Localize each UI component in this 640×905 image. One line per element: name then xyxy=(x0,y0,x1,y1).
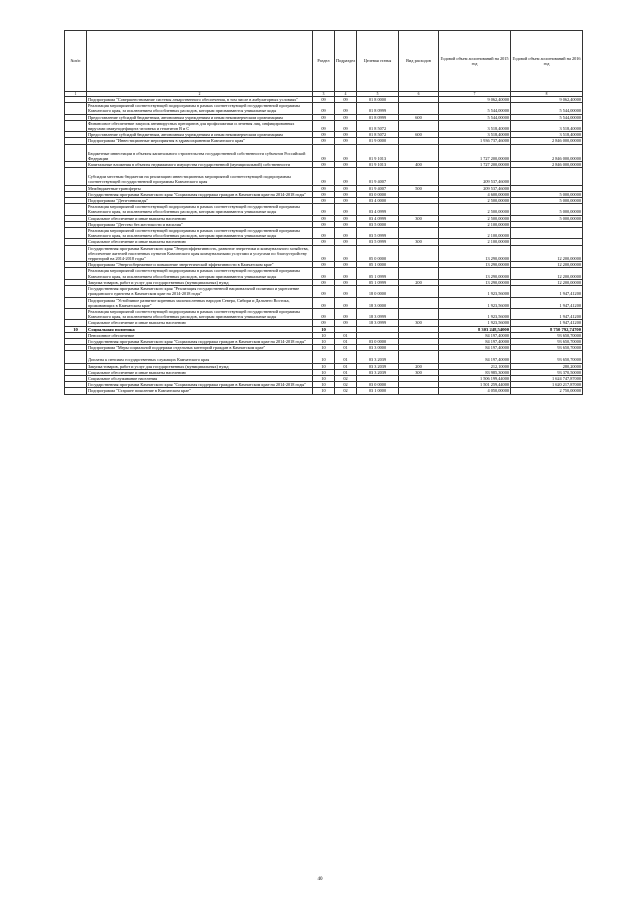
row-podrazdel-cell: 02 xyxy=(335,375,357,381)
table-row xyxy=(65,120,583,131)
row-2015-cell: 13 290,00000 xyxy=(439,245,511,262)
row-target-article-cell: 03 4 0000 xyxy=(357,198,399,204)
table-row xyxy=(65,351,583,363)
table-row xyxy=(65,375,583,381)
row-name-cell: Бюджетные инвестиции в объекты капитального строительства государственной собственности субъектов Российской Федерации xyxy=(87,144,313,161)
row-2016-cell: 93 650,70000 xyxy=(511,332,583,338)
row-name-cell: Межбюджетные трансферты xyxy=(87,185,313,191)
row-2015-cell: 2 500,00000 xyxy=(439,215,511,221)
row-name-cell: Государственная программа Камчатского края "Реализация государственной национальной политики и укрепление гражданского единства в Камчатском крае на 2014-2018 годы" xyxy=(87,286,313,297)
row-razdel-cell: 10 xyxy=(313,332,335,338)
row-2015-cell: 1 727 200,00000 xyxy=(439,144,511,161)
row-name-cell: Пенсионное обеспечение xyxy=(87,332,313,338)
row-razdel-cell: 10 xyxy=(313,363,335,369)
row-2016-cell: 5 000,00000 xyxy=(511,204,583,215)
row-name-cell: Государственная программа Камчатского края "Социальная поддержка граждан в Камчатском крае на 2014-2018 годы" xyxy=(87,338,313,344)
row-podrazdel-cell: 09 xyxy=(335,286,357,297)
row-razdel-cell: 09 xyxy=(313,97,335,103)
row-podrazdel-cell: 01 xyxy=(335,345,357,351)
row-2015-cell: 13 290,00000 xyxy=(439,279,511,285)
row-num-cell xyxy=(65,144,87,161)
header-2015: Годовой объем ассигнований на 2015 год xyxy=(439,31,511,92)
row-podrazdel-cell: 09 xyxy=(335,120,357,131)
row-2016-cell: 2 750,00000 xyxy=(511,388,583,394)
row-podrazdel-cell: 09 xyxy=(335,103,357,114)
row-razdel-cell: 10 xyxy=(313,338,335,344)
table-row xyxy=(65,245,583,262)
row-target-article-cell: 03 0 0000 xyxy=(357,382,399,388)
row-target-article-cell: 03 0 0000 xyxy=(357,338,399,344)
row-podrazdel-cell: 09 xyxy=(335,114,357,120)
table-row xyxy=(65,228,583,239)
row-razdel-cell: 10 xyxy=(313,388,335,394)
row-podrazdel-cell: 09 xyxy=(335,132,357,138)
row-2016-cell: 1 624 747,87000 xyxy=(511,375,583,381)
row-target-article-cell: 03 5 0999 xyxy=(357,239,399,245)
row-razdel-cell: 09 xyxy=(313,144,335,161)
row-target-article-cell: 03 3 2039 xyxy=(357,351,399,363)
row-2016-cell: 5 544,00000 xyxy=(511,103,583,114)
column-number: 5 xyxy=(357,92,399,97)
table-row xyxy=(65,320,583,326)
row-2016-cell: 1 620 217,87000 xyxy=(511,382,583,388)
page-number: 40 xyxy=(317,877,323,882)
table-row xyxy=(65,132,583,138)
row-expense-type-cell: 300 xyxy=(399,369,439,375)
row-expense-type-cell: 300 xyxy=(399,215,439,221)
row-2016-cell: 12 200,00000 xyxy=(511,268,583,279)
row-2015-cell: 1 923,56000 xyxy=(439,297,511,308)
row-num-cell xyxy=(65,286,87,297)
row-razdel-cell: 09 xyxy=(313,245,335,262)
row-razdel-cell: 09 xyxy=(313,262,335,268)
row-podrazdel-cell: 09 xyxy=(335,228,357,239)
row-razdel-cell: 09 xyxy=(313,297,335,308)
row-razdel-cell: 09 xyxy=(313,114,335,120)
row-2016-cell: 5 000,00000 xyxy=(511,191,583,197)
row-expense-type-cell: 300 xyxy=(399,239,439,245)
row-name-cell: Реализация мероприятий соответствующей подпрограммы в рамках соответствующей государственной программы Камчатского края, за исключением обособленных расходов, которым присваиваются уникальные коды xyxy=(87,103,313,114)
row-expense-type-cell: 400 xyxy=(399,162,439,168)
row-name-cell: Подпрограмма "Дети-инвалиды" xyxy=(87,198,313,204)
row-razdel-cell: 09 xyxy=(313,221,335,227)
row-target-article-cell: 03 1 0000 xyxy=(357,388,399,394)
table-body xyxy=(65,97,583,395)
row-num-cell xyxy=(65,308,87,319)
row-razdel-cell: 09 xyxy=(313,268,335,279)
table-row xyxy=(65,262,583,268)
row-podrazdel-cell: 09 xyxy=(335,308,357,319)
table-row xyxy=(65,204,583,215)
row-podrazdel-cell: 09 xyxy=(335,198,357,204)
row-podrazdel-cell: 09 xyxy=(335,245,357,262)
table-row xyxy=(65,138,583,144)
row-razdel-cell: 10 xyxy=(313,375,335,381)
row-expense-type-cell: 200 xyxy=(399,279,439,285)
row-2015-cell: 1 727 200,00000 xyxy=(439,162,511,168)
row-2016-cell: 1 947,41200 xyxy=(511,320,583,326)
table-row xyxy=(65,103,583,114)
table-row xyxy=(65,308,583,319)
row-num-cell xyxy=(65,204,87,215)
row-name-cell: Подпрограмма "Детство без жестокости и насилия" xyxy=(87,221,313,227)
row-podrazdel-cell: 02 xyxy=(335,388,357,394)
row-2015-cell: 209 537,46000 xyxy=(439,168,511,185)
row-razdel-cell: 09 xyxy=(313,138,335,144)
row-podrazdel-cell: 09 xyxy=(335,162,357,168)
row-name-cell: Капитальные вложения в объекты недвижимого имущества государственной (муниципальной) собственности xyxy=(87,162,313,168)
row-2016-cell: 1 947,41200 xyxy=(511,286,583,297)
row-2016-cell: 12 200,00000 xyxy=(511,245,583,262)
row-expense-type-cell xyxy=(399,286,439,297)
header-2016: Годовой объем ассигнований на 2016 год xyxy=(511,31,583,92)
row-podrazdel-cell: 09 xyxy=(335,320,357,326)
row-2016-cell: 280,20000 xyxy=(511,363,583,369)
row-2015-cell: 1 923,56000 xyxy=(439,308,511,319)
table-row xyxy=(65,369,583,375)
header-expense-type: Вид расходов xyxy=(399,31,439,92)
row-num-cell xyxy=(65,228,87,239)
row-2016-cell: 2 846 000,00000 xyxy=(511,138,583,144)
row-target-article-cell: 03 4 0999 xyxy=(357,215,399,221)
table-row xyxy=(65,221,583,227)
table-row xyxy=(65,382,583,388)
row-2015-cell: 13 290,00000 xyxy=(439,262,511,268)
row-expense-type-cell: 200 xyxy=(399,363,439,369)
row-2015-cell: 2 100,00000 xyxy=(439,239,511,245)
row-podrazdel-cell: 01 xyxy=(335,332,357,338)
table-row xyxy=(65,97,583,103)
row-2015-cell: 3 518,40000 xyxy=(439,120,511,131)
row-podrazdel-cell: 09 xyxy=(335,168,357,185)
row-expense-type-cell xyxy=(399,144,439,161)
row-target-article-cell: 01 8 5072 xyxy=(357,120,399,131)
row-2015-cell: 4 050,00000 xyxy=(439,388,511,394)
row-2015-cell: 1 506 199,44000 xyxy=(439,375,511,381)
row-target-article-cell: 18 0 0000 xyxy=(357,286,399,297)
row-name-cell: Предоставление субсидий бюджетным, автономным учреждениям и иным некоммерческим организациям xyxy=(87,132,313,138)
row-target-article-cell: 18 3 0999 xyxy=(357,320,399,326)
row-2016-cell: 9 062,40000 xyxy=(511,97,583,103)
row-razdel-cell: 09 xyxy=(313,185,335,191)
row-expense-type-cell xyxy=(399,204,439,215)
row-target-article-cell: 01 9 4007 xyxy=(357,168,399,185)
table-row xyxy=(65,388,583,394)
row-expense-type-cell: 600 xyxy=(399,132,439,138)
header-podrazdel: Подраздел xyxy=(335,31,357,92)
row-expense-type-cell xyxy=(399,168,439,185)
row-target-article-cell: 03 3 2039 xyxy=(357,363,399,369)
row-razdel-cell: 10 xyxy=(313,345,335,351)
row-2016-cell: 5 000,00000 xyxy=(511,198,583,204)
table-row xyxy=(65,297,583,308)
row-2015-cell: 1 936 737,46000 xyxy=(439,138,511,144)
row-razdel-cell: 09 xyxy=(313,168,335,185)
table-row xyxy=(65,286,583,297)
row-2015-cell: 2 100,00000 xyxy=(439,228,511,239)
row-2015-cell: 8 303 248,54000 xyxy=(439,326,511,332)
column-number: 3 xyxy=(313,92,335,97)
row-name-cell: Социальное обеспечение и иные выплаты населению xyxy=(87,320,313,326)
row-name-cell: Реализация мероприятий соответствующей подпрограммы в рамках соответствующей государственной программы Камчатского края, за исключением обособленных расходов, которым присваиваются уникальные коды xyxy=(87,308,313,319)
row-target-article-cell: 01 8 0999 xyxy=(357,114,399,120)
row-name-cell: Социальное обеспечение и иные выплаты населению xyxy=(87,369,313,375)
row-target-article-cell: 05 1 0000 xyxy=(357,262,399,268)
row-name-cell: Финансовое обеспечение закупок антивирусных препаратов для профилактики и лечения лиц, инфицированных вирусами иммунодефицита человека и гепатитов В и С xyxy=(87,120,313,131)
row-name-cell: Социальное обслуживание населения xyxy=(87,375,313,381)
row-podrazdel-cell: 02 xyxy=(335,382,357,388)
row-razdel-cell: 09 xyxy=(313,239,335,245)
row-2015-cell: 84 197,40000 xyxy=(439,332,511,338)
row-podrazdel-cell: 09 xyxy=(335,185,357,191)
row-name-cell: Подпрограмма "Старшее поколение в Камчатском крае" xyxy=(87,388,313,394)
row-podrazdel-cell: 09 xyxy=(335,191,357,197)
row-2016-cell: 1 947,41200 xyxy=(511,297,583,308)
row-name-cell: Доплаты к пенсиям государственных служащих Камчатского края xyxy=(87,351,313,363)
row-razdel-cell: 10 xyxy=(313,351,335,363)
row-name-cell: Предоставление субсидий бюджетным, автономным учреждениям и иным некоммерческим организациям xyxy=(87,114,313,120)
row-2015-cell: 1 923,56000 xyxy=(439,320,511,326)
row-expense-type-cell: 600 xyxy=(399,114,439,120)
header-row xyxy=(65,31,583,92)
row-2015-cell: 1 501 259,44000 xyxy=(439,382,511,388)
row-expense-type-cell: 300 xyxy=(399,320,439,326)
row-razdel-cell: 09 xyxy=(313,191,335,197)
row-podrazdel-cell: 09 xyxy=(335,297,357,308)
row-razdel-cell: 09 xyxy=(313,198,335,204)
row-expense-type-cell xyxy=(399,308,439,319)
row-name-cell: Подпрограмма "Энергосбережение и повышение энергетической эффективности в Камчатском крае" xyxy=(87,262,313,268)
row-num-cell xyxy=(65,268,87,279)
column-number: 2 xyxy=(87,92,313,97)
row-target-article-cell: 01 9 0000 xyxy=(357,138,399,144)
row-expense-type-cell xyxy=(399,388,439,394)
row-num-cell xyxy=(65,351,87,363)
column-number: 6 xyxy=(399,92,439,97)
row-target-article-cell: 01 8 0999 xyxy=(357,103,399,114)
row-podrazdel-cell: 09 xyxy=(335,204,357,215)
row-name-cell: Подпрограмма "Меры социальной поддержки отдельных категорий граждан в Камчатском крае" xyxy=(87,345,313,351)
row-2015-cell: 2 100,00000 xyxy=(439,221,511,227)
table-row xyxy=(65,268,583,279)
row-target-article-cell: 01 9 1013 xyxy=(357,162,399,168)
table-row xyxy=(65,363,583,369)
row-razdel-cell: 09 xyxy=(313,204,335,215)
column-number: 8 xyxy=(511,92,583,97)
row-2016-cell: 93 650,70000 xyxy=(511,345,583,351)
header-num: №п/п xyxy=(65,31,87,92)
row-name-cell: Государственная программа Камчатского края "Энергоэффективность, развитие энергетики и коммунального хозяйства, обеспечение жителей населенных пунктов Камчатского края коммунальными услугами и услугами по благоустройству территорий на 2014-2018 годы" xyxy=(87,245,313,262)
row-podrazdel-cell: 09 xyxy=(335,268,357,279)
row-2016-cell: 2 846 000,00000 xyxy=(511,144,583,161)
row-num-cell xyxy=(65,168,87,185)
row-target-article-cell: 01 9 4007 xyxy=(357,185,399,191)
row-razdel-cell: 09 xyxy=(313,132,335,138)
row-name-cell: Подпрограмма "Устойчивое развитие коренных малочисленных народов Севера, Сибири и Дальнего Востока, проживающих в Камчатском крае" xyxy=(87,297,313,308)
row-2016-cell: 5 000,00000 xyxy=(511,215,583,221)
row-target-article-cell: 18 3 0000 xyxy=(357,297,399,308)
row-2016-cell: 3 518,40000 xyxy=(511,132,583,138)
row-expense-type-cell xyxy=(399,120,439,131)
row-podrazdel-cell: 01 xyxy=(335,351,357,363)
row-razdel-cell: 10 xyxy=(313,382,335,388)
row-podrazdel-cell: 09 xyxy=(335,144,357,161)
row-2015-cell: 2 500,00000 xyxy=(439,198,511,204)
row-podrazdel-cell: 01 xyxy=(335,363,357,369)
row-num-cell xyxy=(65,388,87,394)
header-target-article: Целевая статья xyxy=(357,31,399,92)
budget-table xyxy=(64,30,583,395)
row-razdel-cell: 09 xyxy=(313,286,335,297)
row-target-article-cell: 18 3 0999 xyxy=(357,308,399,319)
row-target-article-cell: 03 5 0999 xyxy=(357,228,399,239)
row-2015-cell: 84 197,40000 xyxy=(439,351,511,363)
row-target-article-cell: 03 0 0000 xyxy=(357,191,399,197)
row-name-cell: Социальная политика xyxy=(87,326,313,332)
row-2015-cell: 2 500,00000 xyxy=(439,204,511,215)
row-2015-cell: 9 062,40000 xyxy=(439,97,511,103)
row-name-cell: Закупка товаров, работ и услуг для государственных (муниципальных) нужд xyxy=(87,363,313,369)
row-razdel-cell: 09 xyxy=(313,279,335,285)
row-podrazdel-cell: 09 xyxy=(335,221,357,227)
column-number: 1 xyxy=(65,92,87,97)
row-2016-cell: 1 947,41200 xyxy=(511,308,583,319)
row-2015-cell: 84 197,40000 xyxy=(439,345,511,351)
row-expense-type-cell xyxy=(399,297,439,308)
table-row xyxy=(65,191,583,197)
row-podrazdel-cell: 09 xyxy=(335,138,357,144)
row-2016-cell: 5 544,00000 xyxy=(511,114,583,120)
row-2015-cell: 3 518,40000 xyxy=(439,132,511,138)
row-expense-type-cell xyxy=(399,268,439,279)
row-name-cell: Подпрограмма "Совершенствование системы лекарственного обеспечения, в том числе в амбулаторных условиях" xyxy=(87,97,313,103)
header-name xyxy=(87,31,313,92)
row-razdel-cell: 10 xyxy=(313,369,335,375)
row-razdel-cell: 09 xyxy=(313,308,335,319)
row-2016-cell: 8 750 792,74700 xyxy=(511,326,583,332)
row-razdel-cell: 09 xyxy=(313,215,335,221)
row-num-cell xyxy=(65,297,87,308)
column-number: 7 xyxy=(439,92,511,97)
row-2016-cell: 93 370,50000 xyxy=(511,369,583,375)
row-2015-cell: 212,10000 xyxy=(439,363,511,369)
header-razdel: Раздел xyxy=(313,31,335,92)
row-num-cell xyxy=(65,120,87,131)
table-row xyxy=(65,279,583,285)
row-podrazdel-cell: 09 xyxy=(335,97,357,103)
table-row xyxy=(65,144,583,161)
row-name-cell: Социальное обеспечение и иные выплаты населению xyxy=(87,239,313,245)
row-podrazdel-cell: 01 xyxy=(335,338,357,344)
row-expense-type-cell xyxy=(399,351,439,363)
row-2016-cell: 93 650,70000 xyxy=(511,351,583,363)
row-name-cell: Субсидии местным бюджетам на реализацию инвестиционных мероприятий соответствующей подпрограммы соответствующей государственной программы Камчатского края xyxy=(87,168,313,185)
row-name-cell: Социальное обеспечение и иные выплаты населению xyxy=(87,215,313,221)
column-number: 4 xyxy=(335,92,357,97)
row-target-article-cell: 03 5 0000 xyxy=(357,221,399,227)
table-row xyxy=(65,239,583,245)
row-num-cell xyxy=(65,103,87,114)
row-name-cell: Закупка товаров, работ и услуг для государственных (муниципальных) нужд xyxy=(87,279,313,285)
row-name-cell: Государственная программа Камчатского края "Социальная поддержка граждан в Камчатском крае на 2014-2018 годы" xyxy=(87,191,313,197)
row-target-article-cell: 01 8 0000 xyxy=(357,97,399,103)
budget-table-sheet xyxy=(64,30,582,395)
row-2016-cell: 12 200,00000 xyxy=(511,279,583,285)
row-2016-cell xyxy=(511,168,583,185)
row-razdel-cell: 09 xyxy=(313,120,335,131)
row-2015-cell: 5 544,00000 xyxy=(439,114,511,120)
row-razdel-cell: 10 xyxy=(313,326,335,332)
row-razdel-cell: 09 xyxy=(313,103,335,114)
row-target-article-cell: 03 3 2039 xyxy=(357,369,399,375)
table-row xyxy=(65,168,583,185)
row-razdel-cell: 09 xyxy=(313,162,335,168)
table-row xyxy=(65,345,583,351)
row-2016-cell: 12 200,00000 xyxy=(511,262,583,268)
row-target-article-cell: 03 3 0000 xyxy=(357,345,399,351)
row-podrazdel-cell: 09 xyxy=(335,215,357,221)
row-2015-cell: 5 544,00000 xyxy=(439,103,511,114)
row-2016-cell: 3 518,40000 xyxy=(511,120,583,131)
row-razdel-cell: 09 xyxy=(313,320,335,326)
row-expense-type-cell xyxy=(399,228,439,239)
row-2015-cell: 13 290,00000 xyxy=(439,268,511,279)
row-num-cell: 10 xyxy=(65,326,87,332)
row-target-article-cell: 01 9 1013 xyxy=(357,144,399,161)
row-podrazdel-cell: 09 xyxy=(335,262,357,268)
row-expense-type-cell: 500 xyxy=(399,185,439,191)
row-2015-cell: 1 923,56000 xyxy=(439,286,511,297)
row-target-article-cell: 05 1 0999 xyxy=(357,268,399,279)
row-2016-cell: 2 846 000,00000 xyxy=(511,162,583,168)
row-podrazdel-cell: 01 xyxy=(335,369,357,375)
row-name-cell: Реализация мероприятий соответствующей подпрограммы в рамках соответствующей государственной программы Камчатского края, за исключением обособленных расходов, которым присваиваются уникальные коды xyxy=(87,204,313,215)
row-razdel-cell: 09 xyxy=(313,228,335,239)
row-name-cell: Реализация мероприятий соответствующей подпрограммы в рамках соответствующей государственной программы Камчатского края, за исключением обособленных расходов, которым присваиваются уникальные коды xyxy=(87,268,313,279)
row-name-cell: Государственная программа Камчатского края "Социальная поддержка граждан в Камчатском крае на 2014-2018 годы" xyxy=(87,382,313,388)
row-podrazdel-cell: 09 xyxy=(335,239,357,245)
row-2015-cell: 83 985,30000 xyxy=(439,369,511,375)
row-name-cell: Реализация мероприятий соответствующей подпрограммы в рамках соответствующей государственной программы Камчатского края, за исключением обособленных расходов, которым присваиваются уникальные коды xyxy=(87,228,313,239)
row-expense-type-cell xyxy=(399,245,439,262)
row-podrazdel-cell: 09 xyxy=(335,279,357,285)
row-expense-type-cell xyxy=(399,103,439,114)
row-2016-cell xyxy=(511,228,583,239)
row-target-article-cell: 03 4 0999 xyxy=(357,204,399,215)
row-name-cell: Подпрограмма "Инвестиционные мероприятия в здравоохранении Камчатского края" xyxy=(87,138,313,144)
table-row xyxy=(65,338,583,344)
table-row xyxy=(65,162,583,168)
table-row xyxy=(65,114,583,120)
row-num-cell xyxy=(65,245,87,262)
row-2016-cell: 93 650,70000 xyxy=(511,338,583,344)
row-2015-cell: 84 197,40000 xyxy=(439,338,511,344)
table-row xyxy=(65,198,583,204)
row-target-article-cell: 01 8 5072 xyxy=(357,132,399,138)
table-row xyxy=(65,215,583,221)
row-2015-cell: 209 537,46000 xyxy=(439,185,511,191)
row-target-article-cell: 05 1 0999 xyxy=(357,279,399,285)
row-2015-cell: 4 600,00000 xyxy=(439,191,511,197)
row-target-article-cell: 05 0 0000 xyxy=(357,245,399,262)
